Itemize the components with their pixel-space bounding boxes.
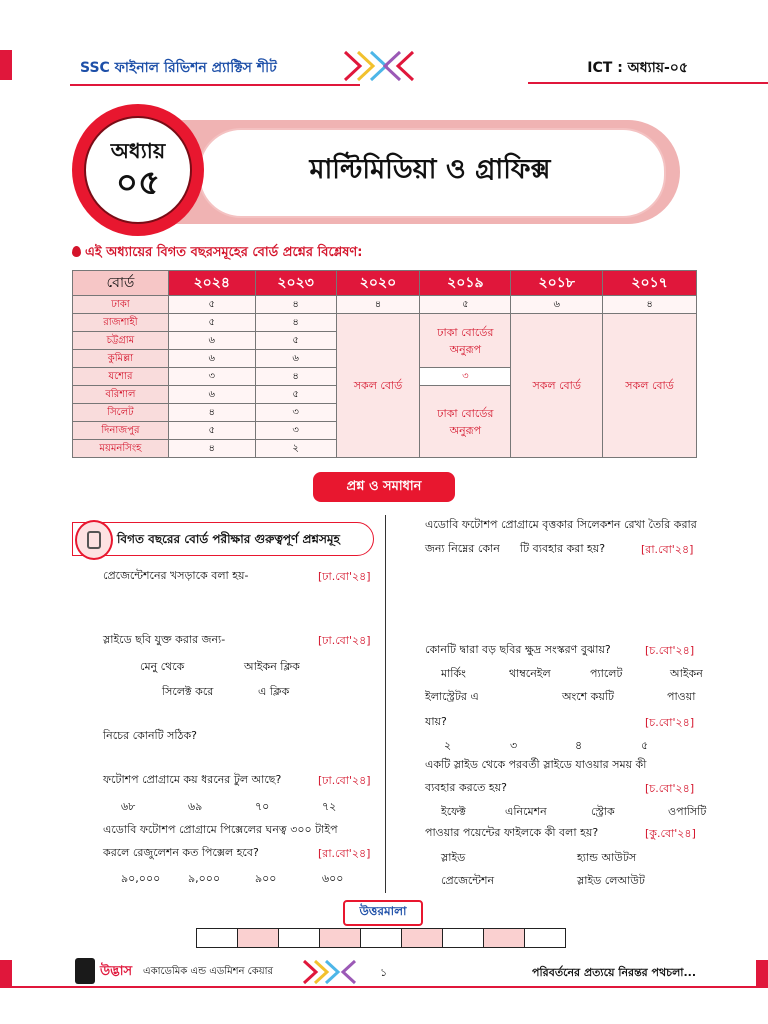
page-number: ১: [380, 966, 388, 979]
footer-left-accent: [0, 960, 12, 986]
option: ৫: [641, 739, 649, 752]
board-name: ঢাকা: [73, 296, 169, 314]
year-header: ২০২০: [336, 271, 420, 296]
like-dhaka-line1: ঢাকা বোর্ডের: [437, 406, 494, 420]
answer-cell: [319, 928, 361, 948]
section-pill: প্রশ্ন ও সমাধান: [313, 472, 455, 502]
option: ৭২: [322, 800, 337, 813]
board-tag: [চ.বো'২৪]: [645, 716, 695, 729]
question-text: নিচের কোনটি সঠিক?: [103, 729, 197, 742]
board-tag: [রা.বো'২৪]: [641, 543, 694, 556]
all-boards-2017: সকল বোর্ড: [603, 314, 697, 458]
option: ওপাসিটি: [668, 805, 707, 818]
header-decoration: [340, 48, 430, 84]
board-name: ময়মনসিংহ: [73, 440, 169, 458]
option: আইকন ক্লিক: [244, 660, 300, 673]
board-tag: [ঢা.বো'২৪]: [318, 634, 371, 647]
option: স্লাইড লেআউট: [577, 874, 645, 887]
header-right: [528, 50, 768, 84]
option: ২: [444, 739, 452, 752]
question-text: ফটোশপ প্রোগ্রামে কয় ধরনের টুল আছে?: [103, 773, 282, 786]
table-cell: ৬: [168, 386, 255, 404]
board-analysis-table: [72, 270, 697, 458]
option: স্ট্রোক: [591, 805, 615, 818]
board-tag: [রা.বো'২৪]: [318, 847, 371, 860]
option: হ্যান্ড আউটস: [577, 851, 637, 864]
answer-cell: [196, 928, 238, 948]
footer-slogan: পরিবর্তনের প্রত্যয়ে নিরন্তর পথচলা...: [532, 966, 696, 979]
header-left-accent: [0, 50, 12, 80]
year-header: ২০১৮: [511, 271, 603, 296]
option: সিলেক্ট করে: [162, 685, 214, 698]
board-tag: [কু.বো'২৪]: [645, 827, 696, 840]
question-text: পাওয়ার পয়েন্টের ফাইলকে কী বলা হয়?: [425, 826, 599, 839]
answer-cell: [483, 928, 525, 948]
question-text: কোনটি দ্বারা বড় ছবির ক্ষুদ্র সংস্করণ বুঝায়?: [425, 643, 611, 656]
footer-brand-sub: একাডেমিক এন্ড এডমিশন কেয়ার: [143, 966, 274, 977]
table-corner: বোর্ড: [73, 271, 169, 296]
question-text-line2: করলে রেজুলেশন কত পিক্সেল হবে?: [103, 846, 259, 859]
option: ৯০০: [255, 872, 277, 885]
table-cell: ৫: [168, 296, 255, 314]
analysis-heading-text: এই অধ্যায়ের বিগত বছরসমূহের বোর্ড প্রশ্নের বিশ্লেষণ:: [85, 245, 363, 260]
table-cell: ৬: [168, 332, 255, 350]
table-cell: ৩: [168, 368, 255, 386]
option: আইকন: [670, 667, 703, 680]
table-cell: ৩: [255, 404, 336, 422]
board-name: চট্টগ্রাম: [73, 332, 169, 350]
analysis-heading: [72, 243, 362, 264]
question-text-line1c: পাওয়া: [667, 690, 696, 703]
question-text-line2: জন্য নিম্নের কোন: [425, 542, 500, 555]
option: এনিমেশন: [505, 805, 547, 818]
option: প্রেজেন্টেশন: [441, 874, 495, 887]
option: মার্কিং: [441, 667, 466, 680]
drop-icon: [72, 246, 81, 257]
board-name: যশোর: [73, 368, 169, 386]
option: স্লাইড: [441, 851, 466, 864]
header-left-title: SSC ফাইনাল রিভিশন প্র্যাক্টিস শীট: [80, 60, 277, 76]
jessore-2019-cell: ৩: [420, 368, 511, 386]
table-cell: ৪: [168, 440, 255, 458]
header-left: [70, 50, 360, 86]
chapter-badge: [72, 104, 204, 236]
header-right-underline: [528, 82, 768, 84]
board-name: দিনাজপুর: [73, 422, 169, 440]
year-header: ২০১৭: [603, 271, 697, 296]
question-text-line1b: অংশে কয়টি: [562, 690, 615, 703]
table-cell: ৫: [168, 422, 255, 440]
table-cell: ৪: [255, 296, 336, 314]
option: থাম্বনেইল: [509, 667, 551, 680]
option: এ ক্লিক: [258, 685, 290, 698]
board-name: রাজশাহী: [73, 314, 169, 332]
table-cell: ৪: [168, 404, 255, 422]
board-name: কুমিল্লা: [73, 350, 169, 368]
question-text: স্লাইডে ছবি যুক্ত করার জন্য-: [103, 633, 226, 646]
answer-cell: [442, 928, 484, 948]
table-cell: ৬: [511, 296, 603, 314]
option: ইফেক্ট: [441, 805, 466, 818]
board-name: সিলেট: [73, 404, 169, 422]
left-section-heading: [72, 522, 374, 556]
option: ৪: [575, 739, 583, 752]
answer-cell: [278, 928, 320, 948]
table-cell: ৪: [255, 314, 336, 332]
chapter-badge-inner: [84, 116, 192, 224]
chapter-word: অধ্যায়: [110, 139, 166, 163]
question-text-line1: ইলাস্ট্রেটর এ: [425, 690, 479, 703]
answer-cell: [360, 928, 402, 948]
footer-brand: উদ্ভাস: [100, 964, 133, 979]
all-boards-2018: সকল বোর্ড: [511, 314, 603, 458]
table-cell: ৫: [168, 314, 255, 332]
header-right-title: ICT : অধ্যায়-০৫: [587, 60, 688, 76]
table-cell: ৪: [336, 296, 420, 314]
column-divider: [385, 515, 386, 893]
year-header: ২০২৪: [168, 271, 255, 296]
table-cell: ৫: [420, 296, 511, 314]
year-header: ২০২৩: [255, 271, 336, 296]
option: ৯,০০০: [188, 872, 221, 885]
chapter-number: ০৫: [115, 163, 161, 203]
table-cell: ৫: [255, 386, 336, 404]
table-row: [73, 296, 697, 314]
table-header-row: [73, 271, 697, 296]
answer-grid: [197, 928, 566, 948]
question-text-line2: যায়?: [425, 715, 447, 728]
like-dhaka-line2: অনুরূপ: [449, 342, 482, 356]
board-tag: [ঢা.বো'২৪]: [318, 570, 371, 583]
board-tag: [চ.বো'২৪]: [645, 644, 695, 657]
option: ৯০,০০০: [121, 872, 161, 885]
left-section-heading-text: বিগত বছরের বোর্ড পরীক্ষার গুরুত্বপূর্ণ প্রশ্নসমূহ: [117, 532, 340, 546]
question-text-line1: একটি স্লাইড থেকে পরবর্তী স্লাইডে যাওয়ার সময় কী: [425, 758, 647, 771]
option: ৭০: [255, 800, 270, 813]
option: ৬০০: [322, 872, 344, 885]
table-cell: ৫: [255, 332, 336, 350]
like-dhaka-line1: ঢাকা বোর্ডের: [437, 325, 494, 339]
answers-label: উত্তরমালা: [343, 900, 423, 926]
footer: [0, 956, 768, 988]
book-icon: [75, 520, 113, 560]
question-text-line1: এডোবি ফটোশপ প্রোগ্রামে বৃত্তকার সিলেকশন রেখা তৈরি করার: [425, 518, 697, 531]
answer-cell: [524, 928, 566, 948]
table-cell: ৬: [168, 350, 255, 368]
question-text-line2b: টি ব্যবহার করা হয়?: [520, 542, 606, 555]
table-cell: ২: [255, 440, 336, 458]
question-text: প্রেজেন্টেশনের খসড়াকে বলা হয়-: [103, 569, 249, 582]
option: মেনু থেকে: [140, 660, 185, 673]
option: প্যালেট: [590, 667, 623, 680]
year-header: ২০১৯: [420, 271, 511, 296]
board-tag: [চ.বো'২৪]: [645, 782, 695, 795]
answer-cell: [401, 928, 443, 948]
question-text-line2: ব্যবহার করতে হয়?: [425, 781, 507, 794]
table-cell: ৩: [255, 422, 336, 440]
table-cell: ৪: [255, 368, 336, 386]
table-cell: ৪: [603, 296, 697, 314]
brand-logo-icon: [75, 958, 95, 984]
option: ৩: [510, 739, 518, 752]
like-dhaka-line2: অনুরূপ: [449, 423, 482, 437]
table-cell: ৬: [255, 350, 336, 368]
option: ৬৯: [188, 800, 203, 813]
like-dhaka-lower: [420, 386, 511, 458]
board-tag: [ঢা.বো'২৪]: [318, 774, 371, 787]
question-text-line1: এডোবি ফটোশপ প্রোগ্রামে পিক্সেলের ঘনত্ব ৩০০ টাইপ: [103, 823, 338, 836]
footer-line: [0, 986, 768, 988]
all-boards-2020: সকল বোর্ড: [336, 314, 420, 458]
answer-cell: [237, 928, 279, 948]
table-row: [73, 314, 697, 332]
option: ৬৮: [121, 800, 136, 813]
footer-decoration: [300, 958, 370, 986]
like-dhaka-upper: [420, 314, 511, 368]
board-name: বরিশাল: [73, 386, 169, 404]
footer-right-accent: [756, 960, 768, 986]
chapter-title: মাল্টিমিডিয়া ও গ্রাফিক্স: [309, 153, 551, 185]
